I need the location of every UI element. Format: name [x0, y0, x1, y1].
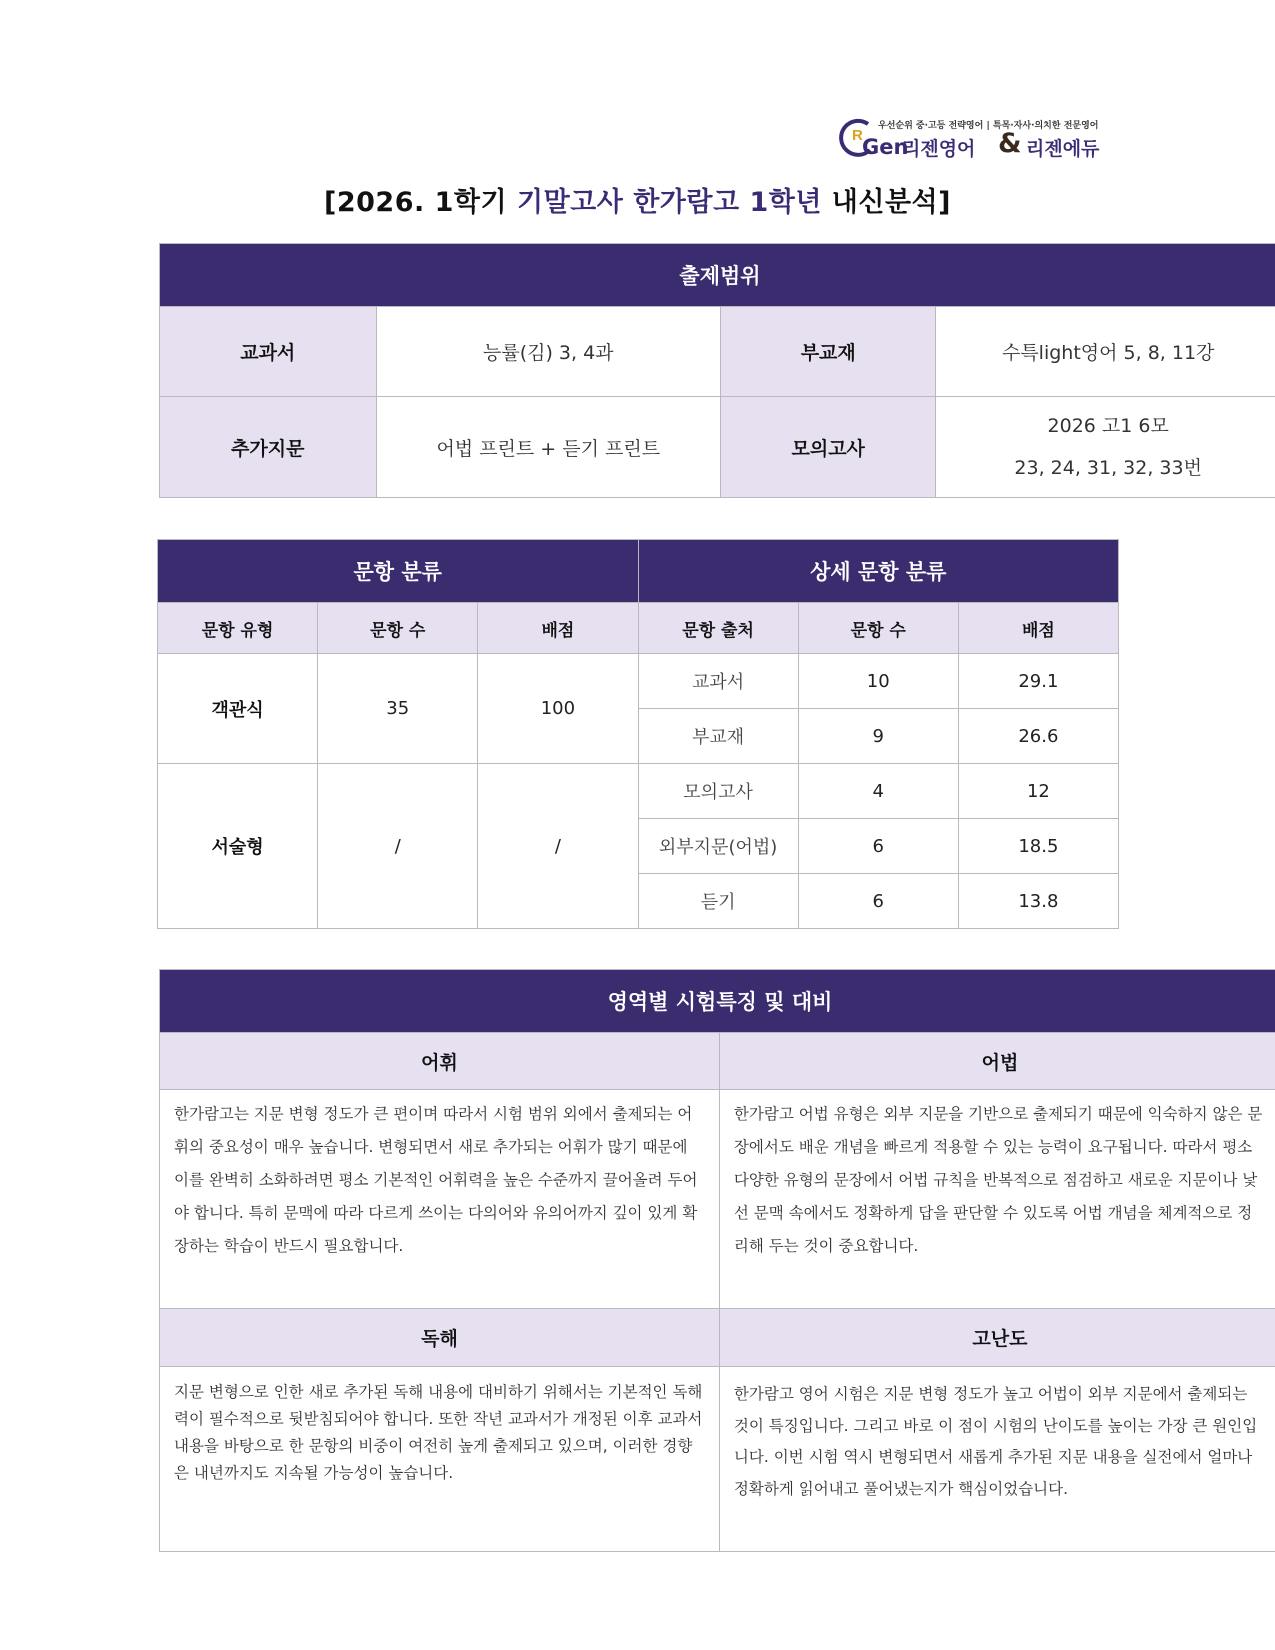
extra-passage-value: 어법 프린트 + 듣기 프린트: [376, 397, 721, 498]
source-mock-exam: 모의고사: [638, 764, 798, 819]
logo-tagline: 우선순위 중·고등 전략영어 | 특목·자사·의치한 전문영어: [878, 121, 1099, 131]
col-source-header: 문항 출처: [638, 603, 798, 654]
mock-exam-line1: 2026 고1 6모: [1047, 415, 1169, 437]
col-detail-score-header: 배점: [958, 603, 1118, 654]
features-header: 영역별 시험특징 및 대비: [160, 970, 1275, 1033]
col-type-header: 문항 유형: [158, 603, 318, 654]
reading-text: 지문 변형으로 인한 새로 추가된 독해 내용에 대비하기 위해서는 기본적인 독해력이 필수적으로 뒷받침되어야 합니다. 또한 작년 교과서가 개정된 이후 교과서 내용을 바탕으로 한 문항의 비중이 여전히 높게 출제되고 있으며, 이러한 경향은 내년까지도 지속될 가능성이 높습니다.: [160, 1367, 720, 1552]
classification-header: 문항 분류: [158, 540, 639, 603]
textbook-count: 10: [798, 654, 958, 709]
objective-count: 35: [318, 654, 478, 764]
extra-passage-label: 추가지문: [160, 397, 377, 498]
subbook-count: 9: [798, 709, 958, 764]
mock-exam-score: 12: [958, 764, 1118, 819]
textbook-score: 29.1: [958, 654, 1118, 709]
listening-score: 13.8: [958, 874, 1118, 929]
grammar-text: 한가람고 어법 유형은 외부 지문을 기반으로 출제되기 때문에 익숙하지 않은 문장에서도 배운 개념을 빠르게 적용할 수 있는 능력이 요구됩니다. 따라서 평소 다양한 유형의 문장에서 어법 규칙을 반복적으로 점검하고 새로운 지문이나 낯선 문맥 속에서도 정확하게 답을 판단할 수 있도록 어법 개념을 체계적으로 정리해 두는 것이 중요합니다.: [719, 1090, 1275, 1309]
subbook-label: 부교재: [721, 307, 936, 397]
objective-score: 100: [478, 654, 638, 764]
mock-exam-value: [936, 397, 1275, 498]
source-textbook: 교과서: [638, 654, 798, 709]
external-grammar-count: 6: [798, 819, 958, 874]
features-table: [159, 969, 1275, 1552]
source-listening: 듣기: [638, 874, 798, 929]
descriptive-count: /: [318, 764, 478, 929]
scope-table: [159, 243, 1275, 498]
type-descriptive: 서술형: [158, 764, 318, 929]
listening-count: 6: [798, 874, 958, 929]
brand-logo: [838, 110, 1128, 160]
textbook-value: 능률(김) 3, 4과: [376, 307, 721, 397]
external-grammar-score: 18.5: [958, 819, 1118, 874]
title-part2: 내신분석]: [821, 187, 951, 218]
mock-exam-label: 모의고사: [721, 397, 936, 498]
source-external-grammar: 외부지문(어법): [638, 819, 798, 874]
grammar-title: 어법: [719, 1033, 1275, 1090]
subbook-score: 26.6: [958, 709, 1118, 764]
col-score-header: 배점: [478, 603, 638, 654]
col-detail-count-header: 문항 수: [798, 603, 958, 654]
classification-table: [157, 539, 1119, 929]
reading-title: 독해: [160, 1309, 720, 1367]
mock-exam-count: 4: [798, 764, 958, 819]
vocab-title: 어휘: [160, 1033, 720, 1090]
logo-gen: Gen: [862, 135, 909, 159]
source-subbook: 부교재: [638, 709, 798, 764]
detail-classification-header: 상세 문항 분류: [638, 540, 1119, 603]
logo-ampersand: &: [998, 128, 1022, 159]
subbook-value: 수특light영어 5, 8, 11강: [936, 307, 1275, 397]
mock-exam-line2: 23, 24, 31, 32, 33번: [1014, 457, 1202, 479]
col-count-header: 문항 수: [318, 603, 478, 654]
svg-text:R: R: [852, 127, 863, 144]
vocab-text: 한가람고는 지문 변형 정도가 큰 편이며 따라서 시험 범위 외에서 출제되는 어휘의 중요성이 매우 높습니다. 변형되면서 새로 추가되는 어휘가 많기 때문에 이를 완벽히 소화하려면 평소 기본적인 어휘력을 높은 수준까지 끌어올려 두어야 합니다. 특히 문맥에 따라 다르게 쓰이는 다의어와 유의어까지 깊이 있게 확장하는 학습이 반드시 필요합니다.: [160, 1090, 720, 1309]
difficulty-text: 한가람고 영어 시험은 지문 변형 정도가 높고 어법이 외부 지문에서 출제되는 것이 특징입니다. 그리고 바로 이 점이 시험의 난이도를 높이는 가장 큰 원인입니다. 이번 시험 역시 변형되면서 새롭게 추가된 지문 내용을 실전에서 얼마나 정확하게 읽어내고 풀어냈는지가 핵심이었습니다.: [719, 1367, 1275, 1552]
type-objective: 객관식: [158, 654, 318, 764]
difficulty-title: 고난도: [719, 1309, 1275, 1367]
textbook-label: 교과서: [160, 307, 377, 397]
title-highlight: 기말고사 한가람고 1학년: [517, 187, 822, 218]
page-title: [0, 180, 1275, 219]
scope-header: 출제범위: [160, 244, 1275, 307]
logo-brand-regen-english: 리젠영어: [902, 138, 976, 160]
logo-brand-regen-edu: 리젠에듀: [1026, 138, 1100, 160]
descriptive-score: /: [478, 764, 638, 929]
title-part1: [2026. 1학기: [324, 187, 517, 218]
